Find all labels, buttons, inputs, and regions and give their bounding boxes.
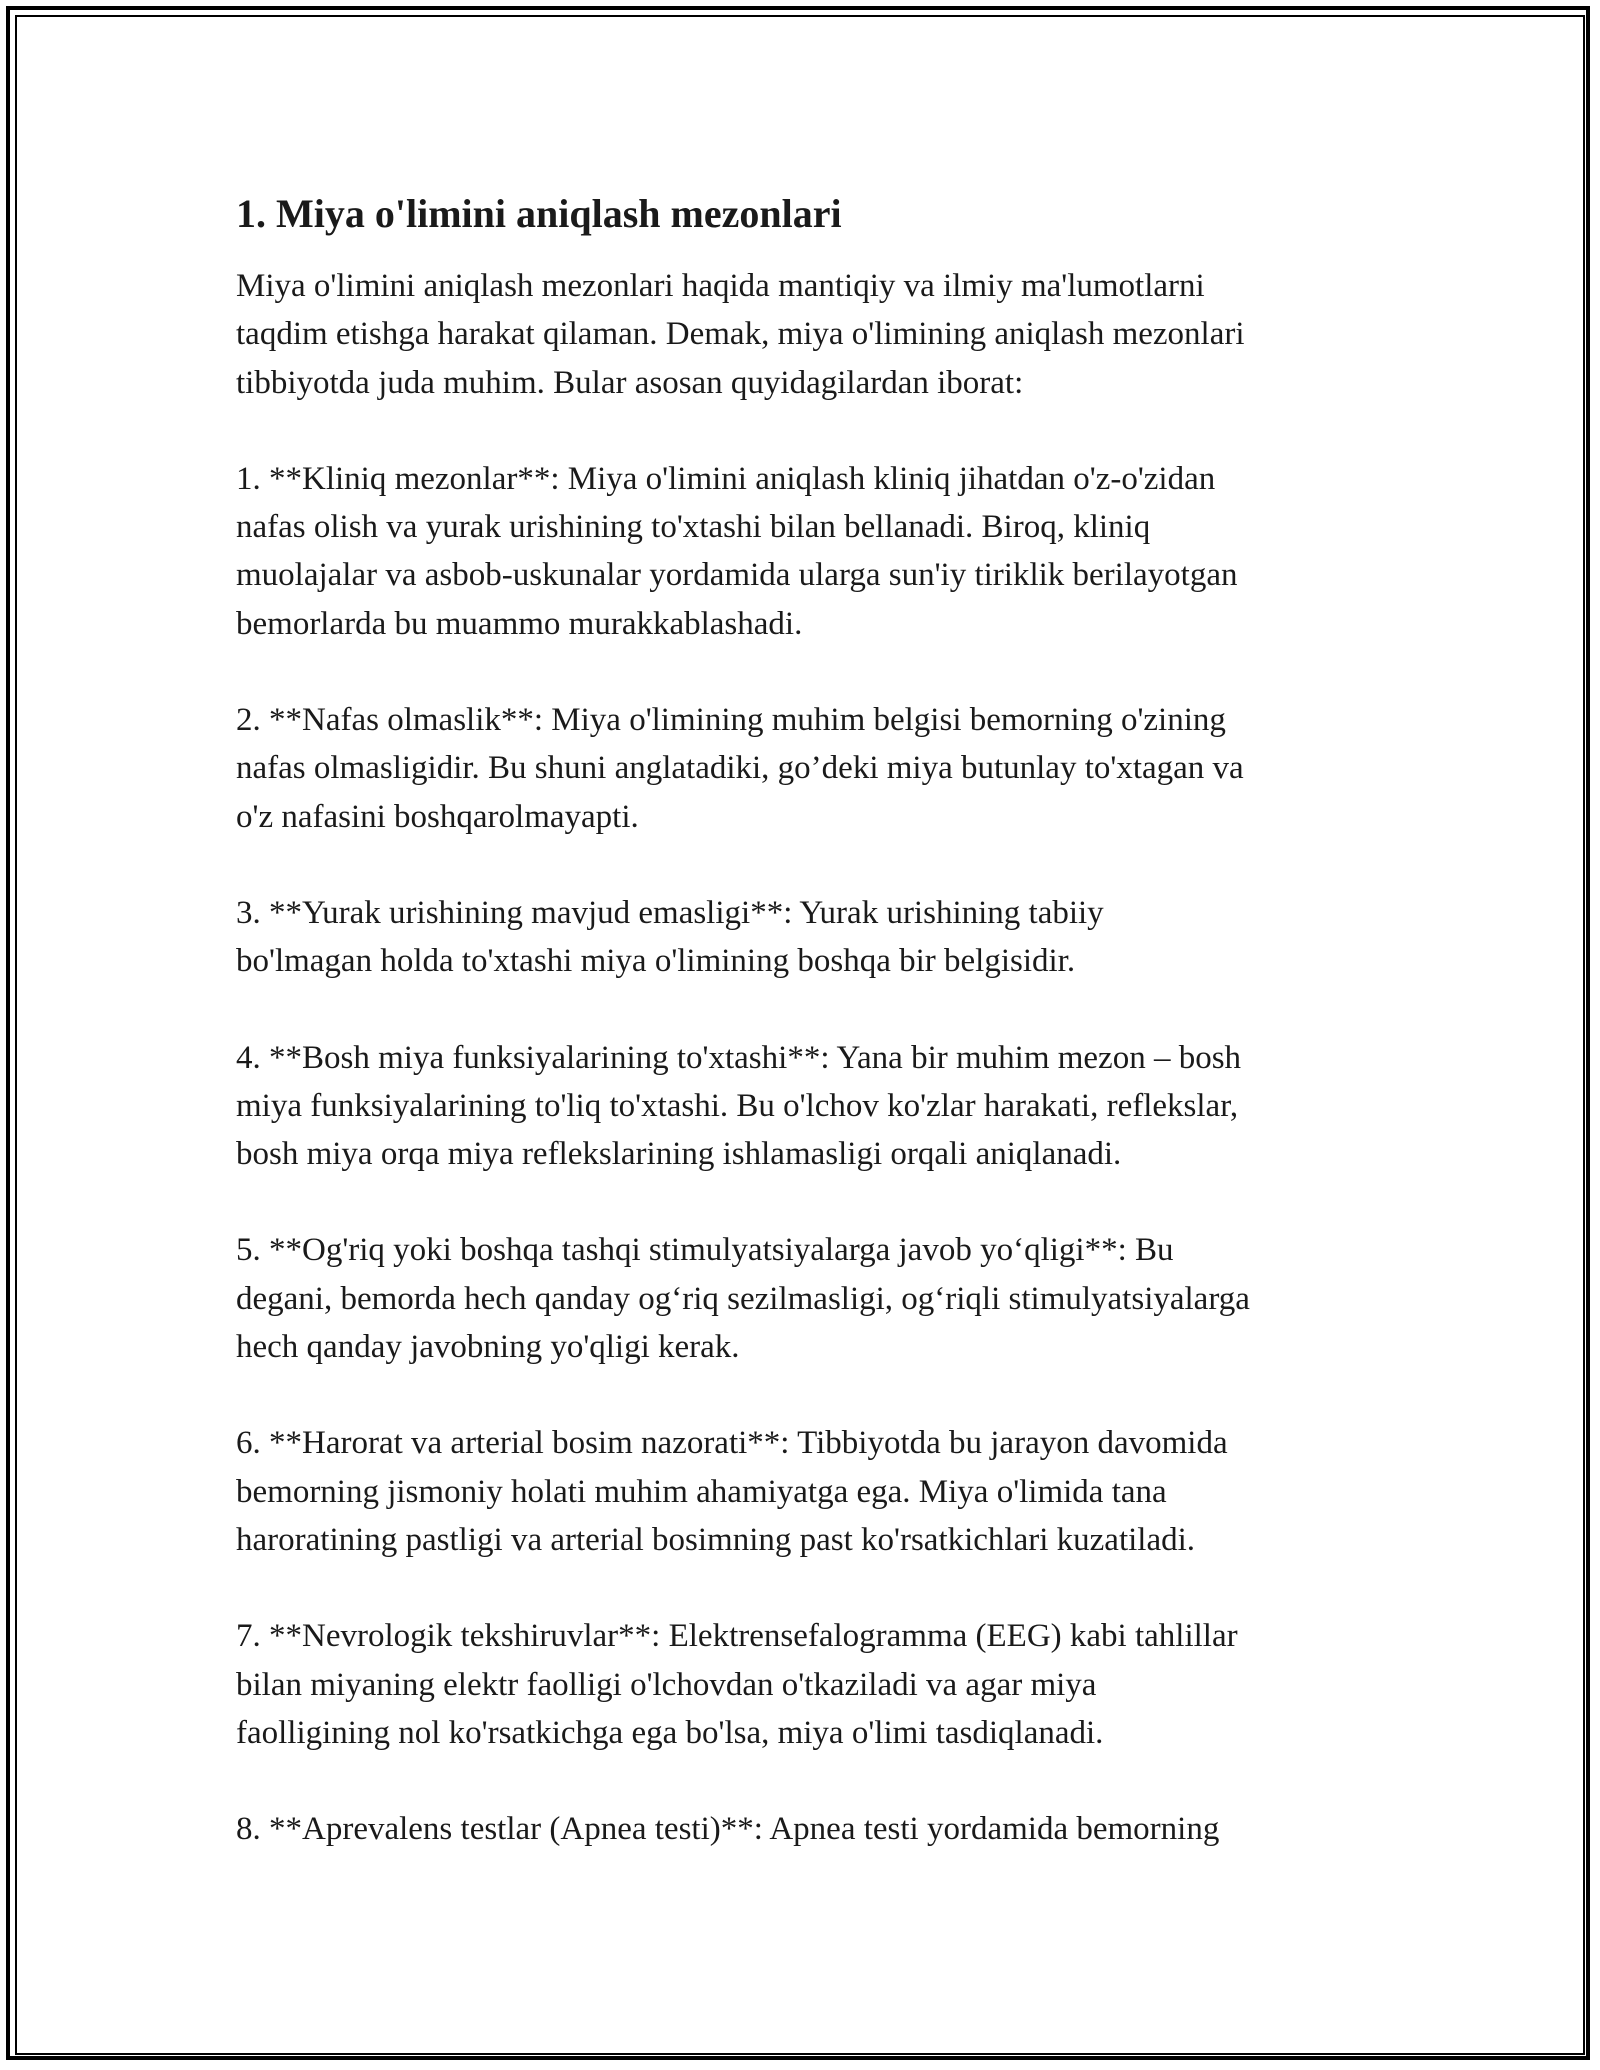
criterion-8-paragraph: 8. **Aprevalens testlar (Apnea testi)**: Apnea testi yordamida bemorning (236, 1811, 1220, 1848)
criterion-4-paragraph: 4. **Bosh miya funksiyalarining to'xtashi**: Yana bir muhim mezon – bosh miya funksiyalarining to'liq to'xtashi. Bu o'lchov ko'zlar harakati, reflekslar, bosh miya orqa miya reflekslarining ishlamasligi orqali aniqlanadi. (236, 1039, 1242, 1173)
criterion-3-paragraph: 3. **Yurak urishining mavjud emasligi**: Yurak urishining tabiiy bo'lmagan holda to'xtashi miya o'limining boshqa bir belgisidir. (236, 894, 1104, 980)
document-page (236, 186, 1376, 1901)
criterion-5-paragraph: 5. **Og'riq yoki boshqa tashqi stimulyatsiyalarga javob yo‘qligi**: Bu degani, bemorda hech qanday og‘riq sezilmasligi, og‘riqli stimulyatsiyalarga hech qanday javobning yo'qligi kerak. (236, 1232, 1250, 1366)
intro-paragraph: Miya o'limini aniqlash mezonlari haqida mantiqiy va ilmiy ma'lumotlarni taqdim etishga harakat qilaman. Demak, miya o'limining aniqlash mezonlari tibbiyotda juda muhim. Bular asosan quyidagilardan iborat: (236, 268, 1245, 401)
criterion-6-paragraph: 6. **Harorat va arterial bosim nazorati**: Tibbiyotda bu jarayon davomida bemorning jismoniy holati muhim ahamiyatga ega. Miya o'limida tana haroratining pastligi va arterial bosimning past ko'rsatkichlari kuzatiladi. (236, 1425, 1228, 1558)
criterion-7-paragraph: 7. **Nevrologik tekshiruvlar**: Elektrensefalogramma (EEG) kabi tahlillar bilan miyaning elektr faolligi o'lchovdan o'tkaziladi va agar miya faolligining nol ko'rsatkichga ega bo'lsa, miya o'limi tasdiqlanadi. (236, 1618, 1238, 1751)
criterion-2-paragraph: 2. **Nafas olmaslik**: Miya o'limining muhim belgisi bemorning o'zining nafas olmasligidir. Bu shuni anglatadiki, go’deki miya butunlay to'xtagan va o'z nafasini boshqarolmayapti. (236, 702, 1244, 835)
criterion-1-paragraph: 1. **Kliniq mezonlar**: Miya o'limini aniqlash kliniq jihatdan o'z-o'zidan nafas olish va yurak urishining to'xtashi bilan bellanadi. Biroq, kliniq muolajalar va asbob-uskunalar yordamida ularga sun'iy tiriklik berilayotgan bemorlarda bu muammo murakkablashadi. (236, 460, 1238, 642)
document-title: 1. Miya o'limini aniqlash mezonlari (236, 191, 842, 236)
